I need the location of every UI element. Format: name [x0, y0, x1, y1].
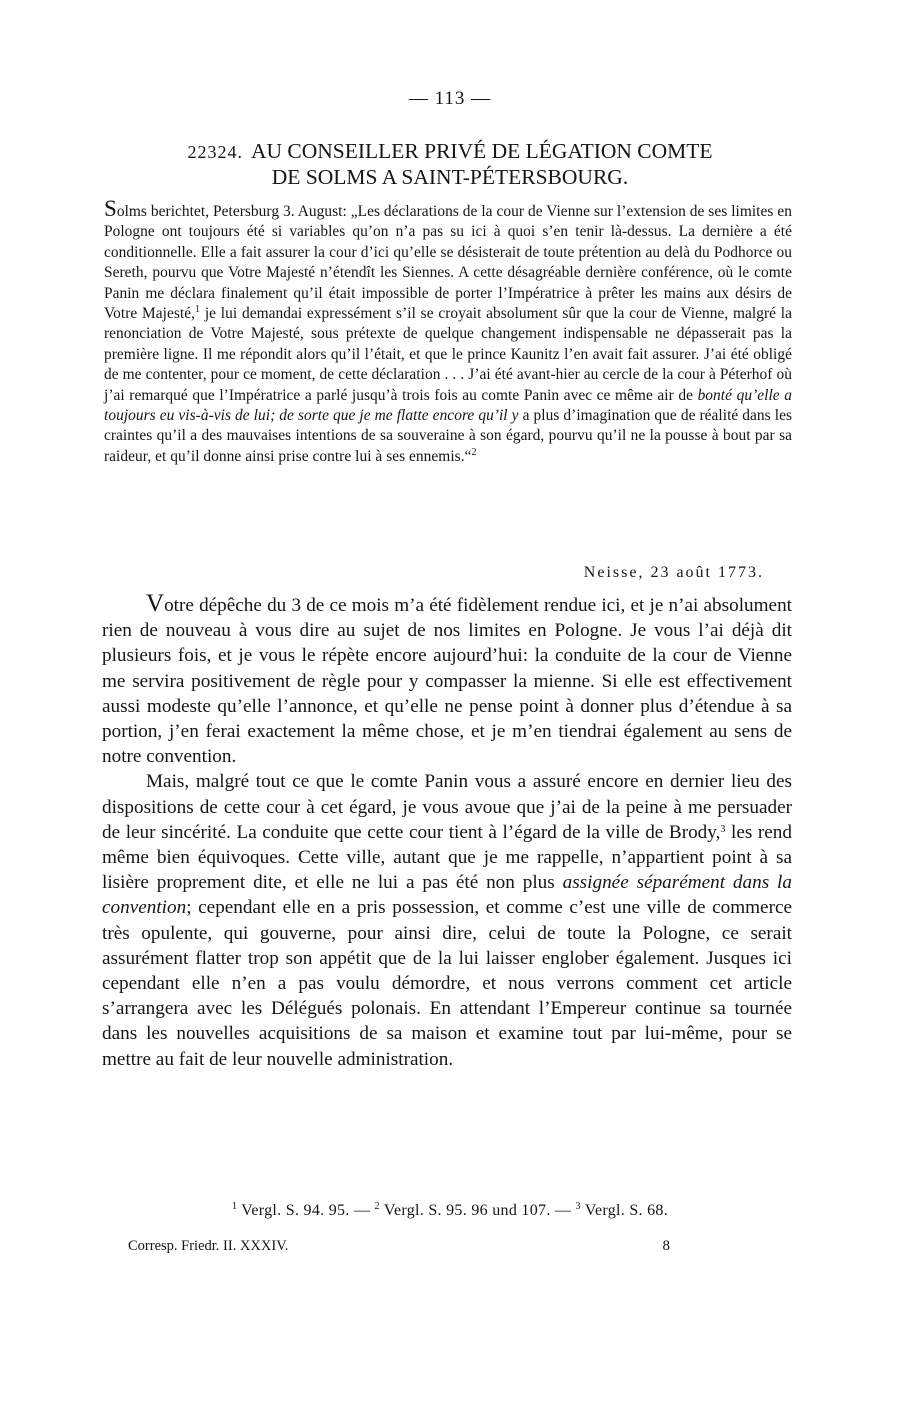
- letter-number: 22324.: [187, 142, 243, 162]
- summary-paragraph: [104, 196, 793, 467]
- signature-mark: 8: [662, 1238, 670, 1254]
- footnotes: [0, 1202, 900, 1220]
- page-footer: [128, 1238, 670, 1255]
- body-text-1: otre dépêche du 3 de ce mois m’a été fidèlement rendue ici, et je n’ai absolument rien de nouveau à vous dire au sujet de nos limites en Pologne. Je vous l’ai déjà dit plusieurs fois, et je vous le répète encore aujourd’hui: la conduite de la cour de Vienne me servira positivement de règle pour y compasser la mienne. Si elle est effectivement aussi modeste qu’elle l’annonce, et qu’elle ne pense point à donner plus d’étendue à sa portion, j’en ferai exactement la même chose, et je m’en tiendrai également au sens de notre convention.: [102, 595, 792, 768]
- footnote-ref-1: 1: [195, 304, 201, 316]
- footnote-marker-2: 2: [374, 1201, 380, 1212]
- collection-reference: Corresp. Friedr. II. XXXIV.: [128, 1238, 289, 1254]
- summary-italic: bonté qu’elle a toujours eu vis-à-vis de lui; de sorte que je me flatte encore qu’il y: [104, 386, 792, 425]
- summary-initial: S: [104, 196, 117, 221]
- body-paragraph-1: [102, 590, 792, 769]
- heading-title-1: AU CONSEILLER PRIVÉ DE LÉGATION COMTE: [250, 139, 713, 163]
- body-initial: V: [146, 590, 165, 617]
- summary-text-2: je lui demandai expressément s’il se croyait absolument sûr que la cour de Vienne, malgré la renonciation de Votre Majesté, sous prétexte de quelque changement indispensable ne dépasserait pas la première ligne. Il me répondit alors qu’il l’était, et que le prince Kaunitz l’en avait fait assurer. J’ai été obligé de me contenter, pour ce moment, de cette déclaration . . . J’ai été avant-hier au cercle de la cour à Péterhof où j’ai remarqué que l’Impératrice a parlé jusqu’à trois fois au comte Panin avec ce même air de: [104, 305, 793, 404]
- body-text-2b: les rend même bien équivoques. Cette ville, autant que je me rappelle, n’appartient point à sa lisière proprement dite, et elle ne lui a pas été non plus: [102, 821, 792, 894]
- body-paragraph-2: [102, 769, 792, 1071]
- heading-line-1: [100, 139, 800, 165]
- letter-heading: [100, 139, 800, 190]
- footnote-ref-2: 2: [471, 446, 477, 458]
- body-text-2c: ; cependant elle en a pris possession, et comme c’est une ville de commerce très opulente, qui gouverne, pour ainsi dire, celui de toute la Pologne, ce serait assurément flatter trop son appétit que de la lui laisser englober également. Jusques ici cependant elle n’en a pas voulu démordre, et nous verrons comment cet article s’arrangera avec les Délégués polonais. En attendant l’Empereur continue sa tournée dans les nouvelles acquisitions de sa maison et examine tout par lui-même, pour se mettre au fait de leur nouvelle administration.: [102, 897, 792, 1070]
- body-text-2a: Mais, malgré tout ce que le comte Panin vous a assuré encore en dernier lieu des dispositions de cette cour à cet égard, je vous avoue que j’ai de la peine à me persuader de leur sincérité. La conduite que cette cour tient à l’égard de la ville de Brody,: [102, 771, 792, 843]
- footnote-marker-1: 1: [231, 1201, 238, 1212]
- summary-text-3: a plus d’imagination que de réalité dans les craintes qu’il a des mauvaises intentions de sa souveraine à son égard, pourvu qu’il ne la pousse à bout par sa raideur, et qu’il donne ainsi prise contre lui à ses ennemis.“: [104, 407, 792, 465]
- dateline: Neisse, 23 août 1773.: [583, 564, 764, 581]
- footnote-ref-3: 3: [720, 823, 726, 835]
- summary-text-1: olms berichtet, Petersburg 3. August: „Les déclarations de la cour de Vienne sur l’extension de ses limites en Pologne ont toujours été si variables qu’on n’a pas su ici à quoi s’en tenir là-dessus. La dernière a été conditionnelle. Elle a fait assurer la cour d’ici qu’elle se désisterait de toute prétention au delà du Podhorce ou Sereth, pourvu que Votre Majesté n’étendît les Siennes. A cette désagréable dernière conférence, où le comte Panin me déclara finalement qu’il était impossible de porter l’Impératrice à prêter les mains aux désirs de Votre Majesté,: [104, 203, 792, 323]
- footnote-text-3: Vergl. S. 68.: [580, 1202, 669, 1219]
- letter-body: [102, 590, 792, 1072]
- page-number: — 113 —: [408, 88, 492, 109]
- heading-title-2: DE SOLMS A SAINT-PÉTERSBOURG.: [271, 165, 629, 189]
- footnote-marker-3: 3: [575, 1201, 581, 1212]
- footnote-text-2: Vergl. S. 95. 96 und 107. —: [379, 1202, 576, 1219]
- body-italic: assignée séparément dans la convention: [102, 872, 792, 919]
- footnote-text-1: Vergl. S. 94. 95. —: [237, 1202, 375, 1219]
